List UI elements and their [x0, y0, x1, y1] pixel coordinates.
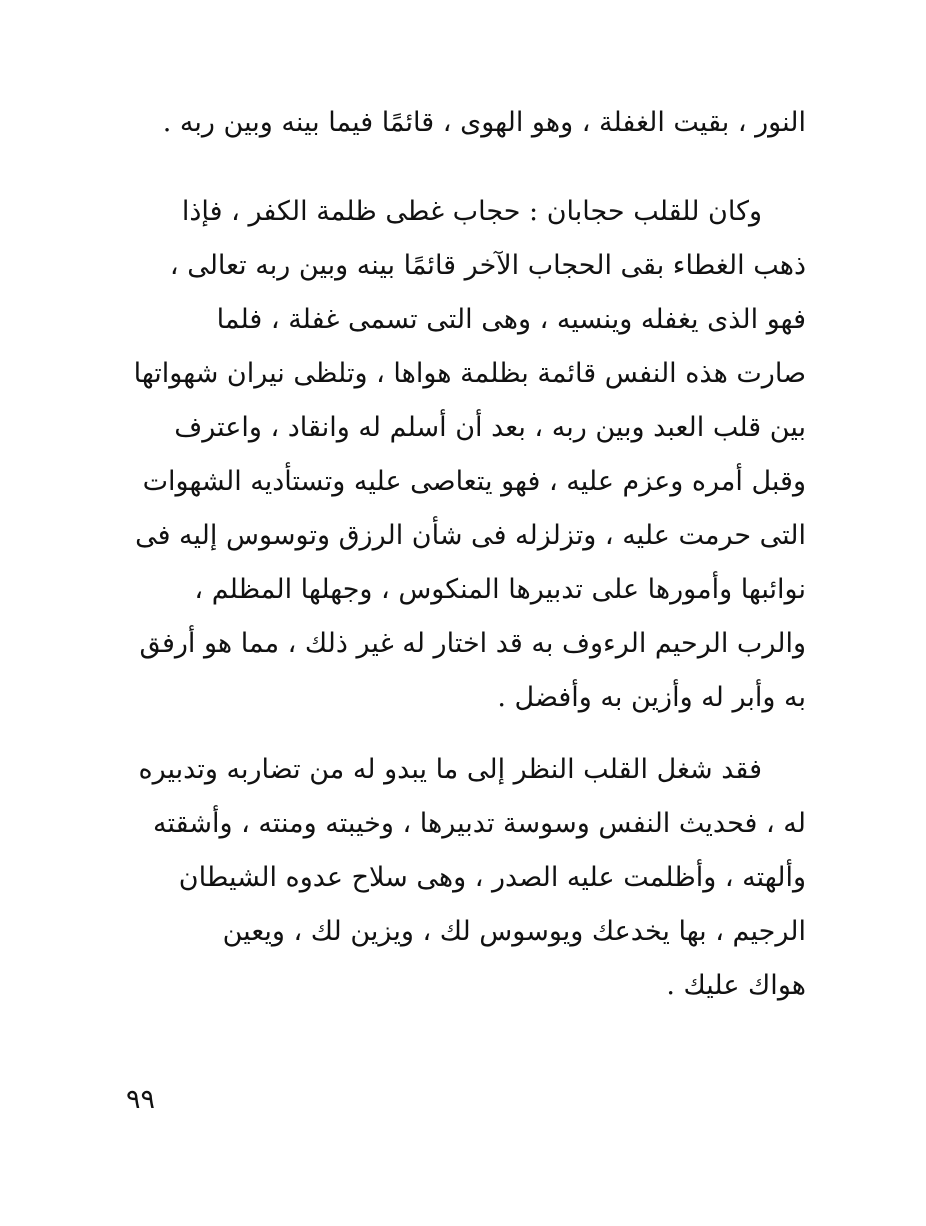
text-line: وألهته ، وأظلمت عليه الصدر ، وهى سلاح عدوه الشيطان [178, 862, 806, 893]
text-line: التى حرمت عليه ، وتزلزله فى شأن الرزق وتوسوس إليه فى [135, 520, 806, 551]
text-line: فقد شغل القلب النظر إلى ما يبدو له من تضاربه وتدبيره [138, 754, 762, 785]
text-line: هواك عليك . [666, 970, 806, 1001]
text-line: بين قلب العبد وبين ربه ، بعد أن أسلم له وانقاد ، واعترف [174, 412, 806, 443]
paragraph-1 [126, 96, 806, 150]
paragraph-3 [126, 743, 806, 1013]
text-line: وكان للقلب حجابان : حجاب غطى ظلمة الكفر ، فإذا [181, 196, 762, 227]
text-line: ذهب الغطاء بقى الحجاب الآخر قائمًا بينه وبين ربه تعالى ، [169, 250, 806, 281]
text-line: نوائبها وأمورها على تدبيرها المنكوس ، وجهلها المظلم ، [194, 574, 806, 605]
text-line: فهو الذى يغفله وينسيه ، وهى التى تسمى غفلة ، فلما [216, 304, 806, 335]
paragraph-2 [126, 185, 806, 725]
text-line: الرجيم ، بها يخدعك ويوسوس لك ، ويزين لك ، ويعين [222, 916, 806, 947]
text-line: صارت هذه النفس قائمة بظلمة هواها ، وتلظى نيران شهواتها [133, 358, 806, 389]
page-number: ٩٩ [126, 1084, 156, 1115]
text-line: النور ، بقيت الغفلة ، وهو الهوى ، قائمًا فيما بينه وبين ربه . [162, 107, 806, 138]
text-line: له ، فحديث النفس وسوسة تدبيرها ، وخيبته ومنته ، وأشقته [153, 808, 806, 839]
text-line: والرب الرحيم الرءوف به قد اختار له غير ذلك ، مما هو أرفق [139, 628, 806, 659]
text-line: به وأبر له وأزين به وأفضل . [497, 682, 806, 713]
text-line: وقبل أمره وعزم عليه ، فهو يتعاصى عليه وتستأديه الشهوات [142, 466, 806, 497]
